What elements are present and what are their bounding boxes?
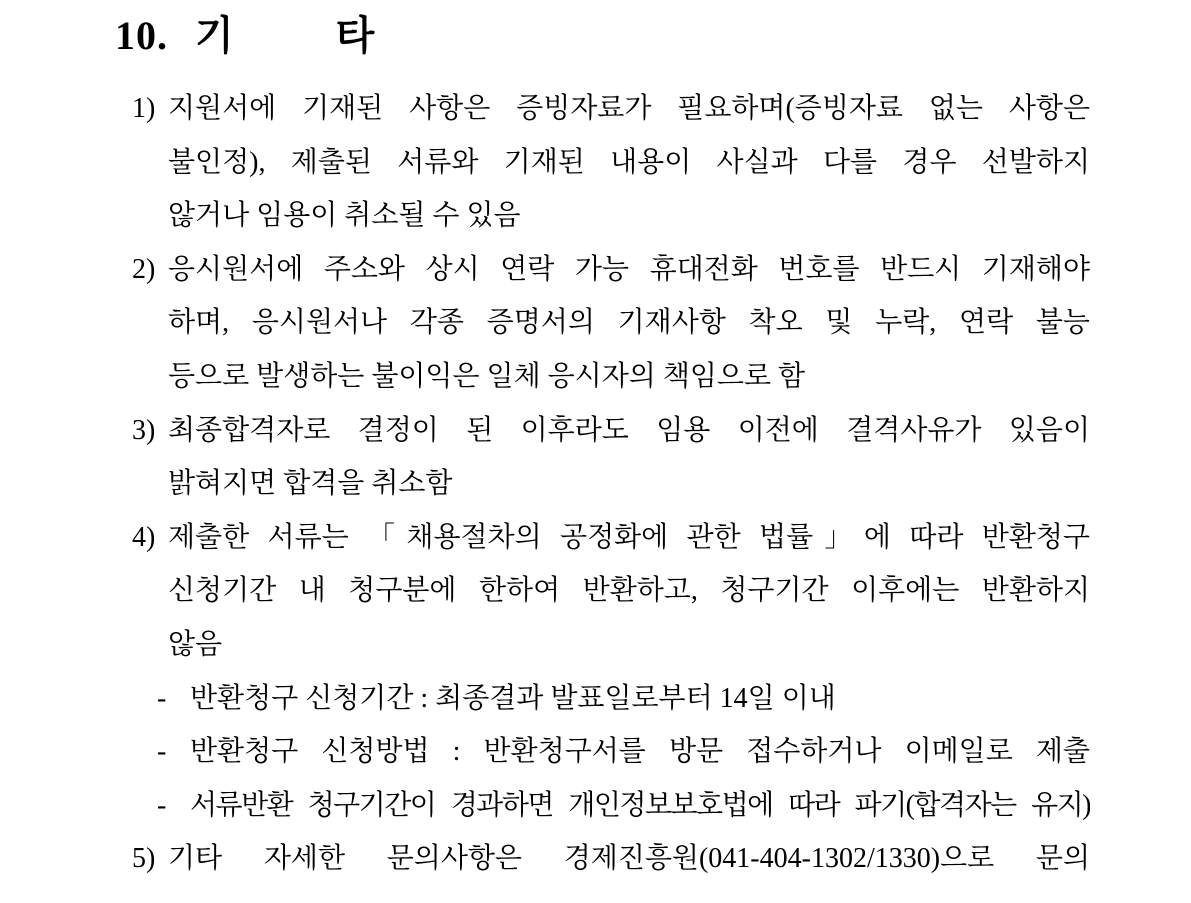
list-item-4-line-1 [132, 511, 1090, 565]
list-item-4-line-2 [132, 564, 1090, 618]
body-text: 밝혀지면 합격을 취소함 [168, 468, 453, 500]
body-text: 제출한 서류는 「채용절차의 공정화에 관한 법률」에 따라 반환청구 [168, 521, 1090, 553]
list-item-1-line-2 [132, 136, 1090, 190]
list-item-1-line-1 [132, 82, 1090, 136]
list-item-4-sub-1 [132, 672, 1090, 726]
marker-spacer [132, 136, 168, 190]
body-text: 기타 자세한 문의사항은 경제진흥원(041-404-1302/1330)으로 문의 [168, 843, 1090, 875]
body-text: 응시원서에 주소와 상시 연락 가능 휴대전화 번호를 반드시 기재해야 [168, 253, 1090, 285]
body-text: 최종합격자로 결정이 된 이후라도 임용 이전에 결격사유가 있음이 [168, 414, 1090, 446]
list-item-4-sub-3 [132, 779, 1090, 833]
list-item-3-line-2 [132, 457, 1090, 511]
list-item-2-marker: 2) [132, 253, 156, 285]
marker-spacer [132, 618, 168, 672]
document-body [132, 82, 1090, 886]
list-item-5-line-1 [132, 832, 1090, 886]
list-item-3-marker: 3) [132, 414, 156, 446]
section-number: 10. [115, 13, 168, 58]
list-item-4-line-3 [132, 618, 1090, 672]
list-item-2-line-1 [132, 243, 1090, 297]
list-item-4-sub-2 [132, 725, 1090, 779]
marker-spacer [132, 189, 168, 243]
dash-marker: - [157, 682, 167, 714]
marker-spacer [132, 350, 168, 404]
body-text: 하며, 응시원서나 각종 증명서의 기재사항 착오 및 누락, 연락 불능 [168, 307, 1090, 339]
section-title-word-second: 타 [335, 13, 376, 58]
body-text: 신청기간 내 청구분에 한하여 반환하고, 청구기간 이후에는 반환하지 [168, 575, 1090, 607]
list-item-1-line-3 [132, 189, 1090, 243]
list-item-5-marker: 5) [132, 843, 156, 875]
marker-spacer [132, 296, 168, 350]
body-text: 등으로 발생하는 불이익은 일체 응시자의 책임으로 함 [168, 360, 806, 392]
list-item-2-line-3 [132, 350, 1090, 404]
body-text: 지원서에 기재된 사항은 증빙자료가 필요하며(증빙자료 없는 사항은 [168, 93, 1090, 124]
body-text: 반환청구 신청기간 : 최종결과 발표일로부터 14일 이내 [190, 682, 836, 714]
marker-spacer [132, 457, 168, 511]
section-title-word-first: 기 [195, 13, 235, 58]
list-item-2-line-2 [132, 296, 1090, 350]
dash-marker: - [157, 789, 167, 821]
body-text: 불인정), 제출된 서류와 기재된 내용이 사실과 다를 경우 선발하지 [168, 146, 1090, 178]
marker-spacer [132, 564, 168, 618]
dash-marker: - [157, 736, 167, 768]
body-text: 않거나 임용이 취소될 수 있음 [168, 200, 521, 232]
list-item-4-marker: 4) [132, 521, 156, 553]
body-text: 않음 [168, 628, 223, 660]
section-heading [115, 12, 375, 60]
body-text: 서류반환 청구기간이 경과하면 개인정보보호법에 따라 파기(합격자는 유지) [190, 789, 1090, 821]
list-item-1-marker: 1) [132, 93, 156, 124]
list-item-3-line-1 [132, 404, 1090, 458]
body-text: 반환청구 신청방법 : 반환청구서를 방문 접수하거나 이메일로 제출 [190, 736, 1090, 768]
